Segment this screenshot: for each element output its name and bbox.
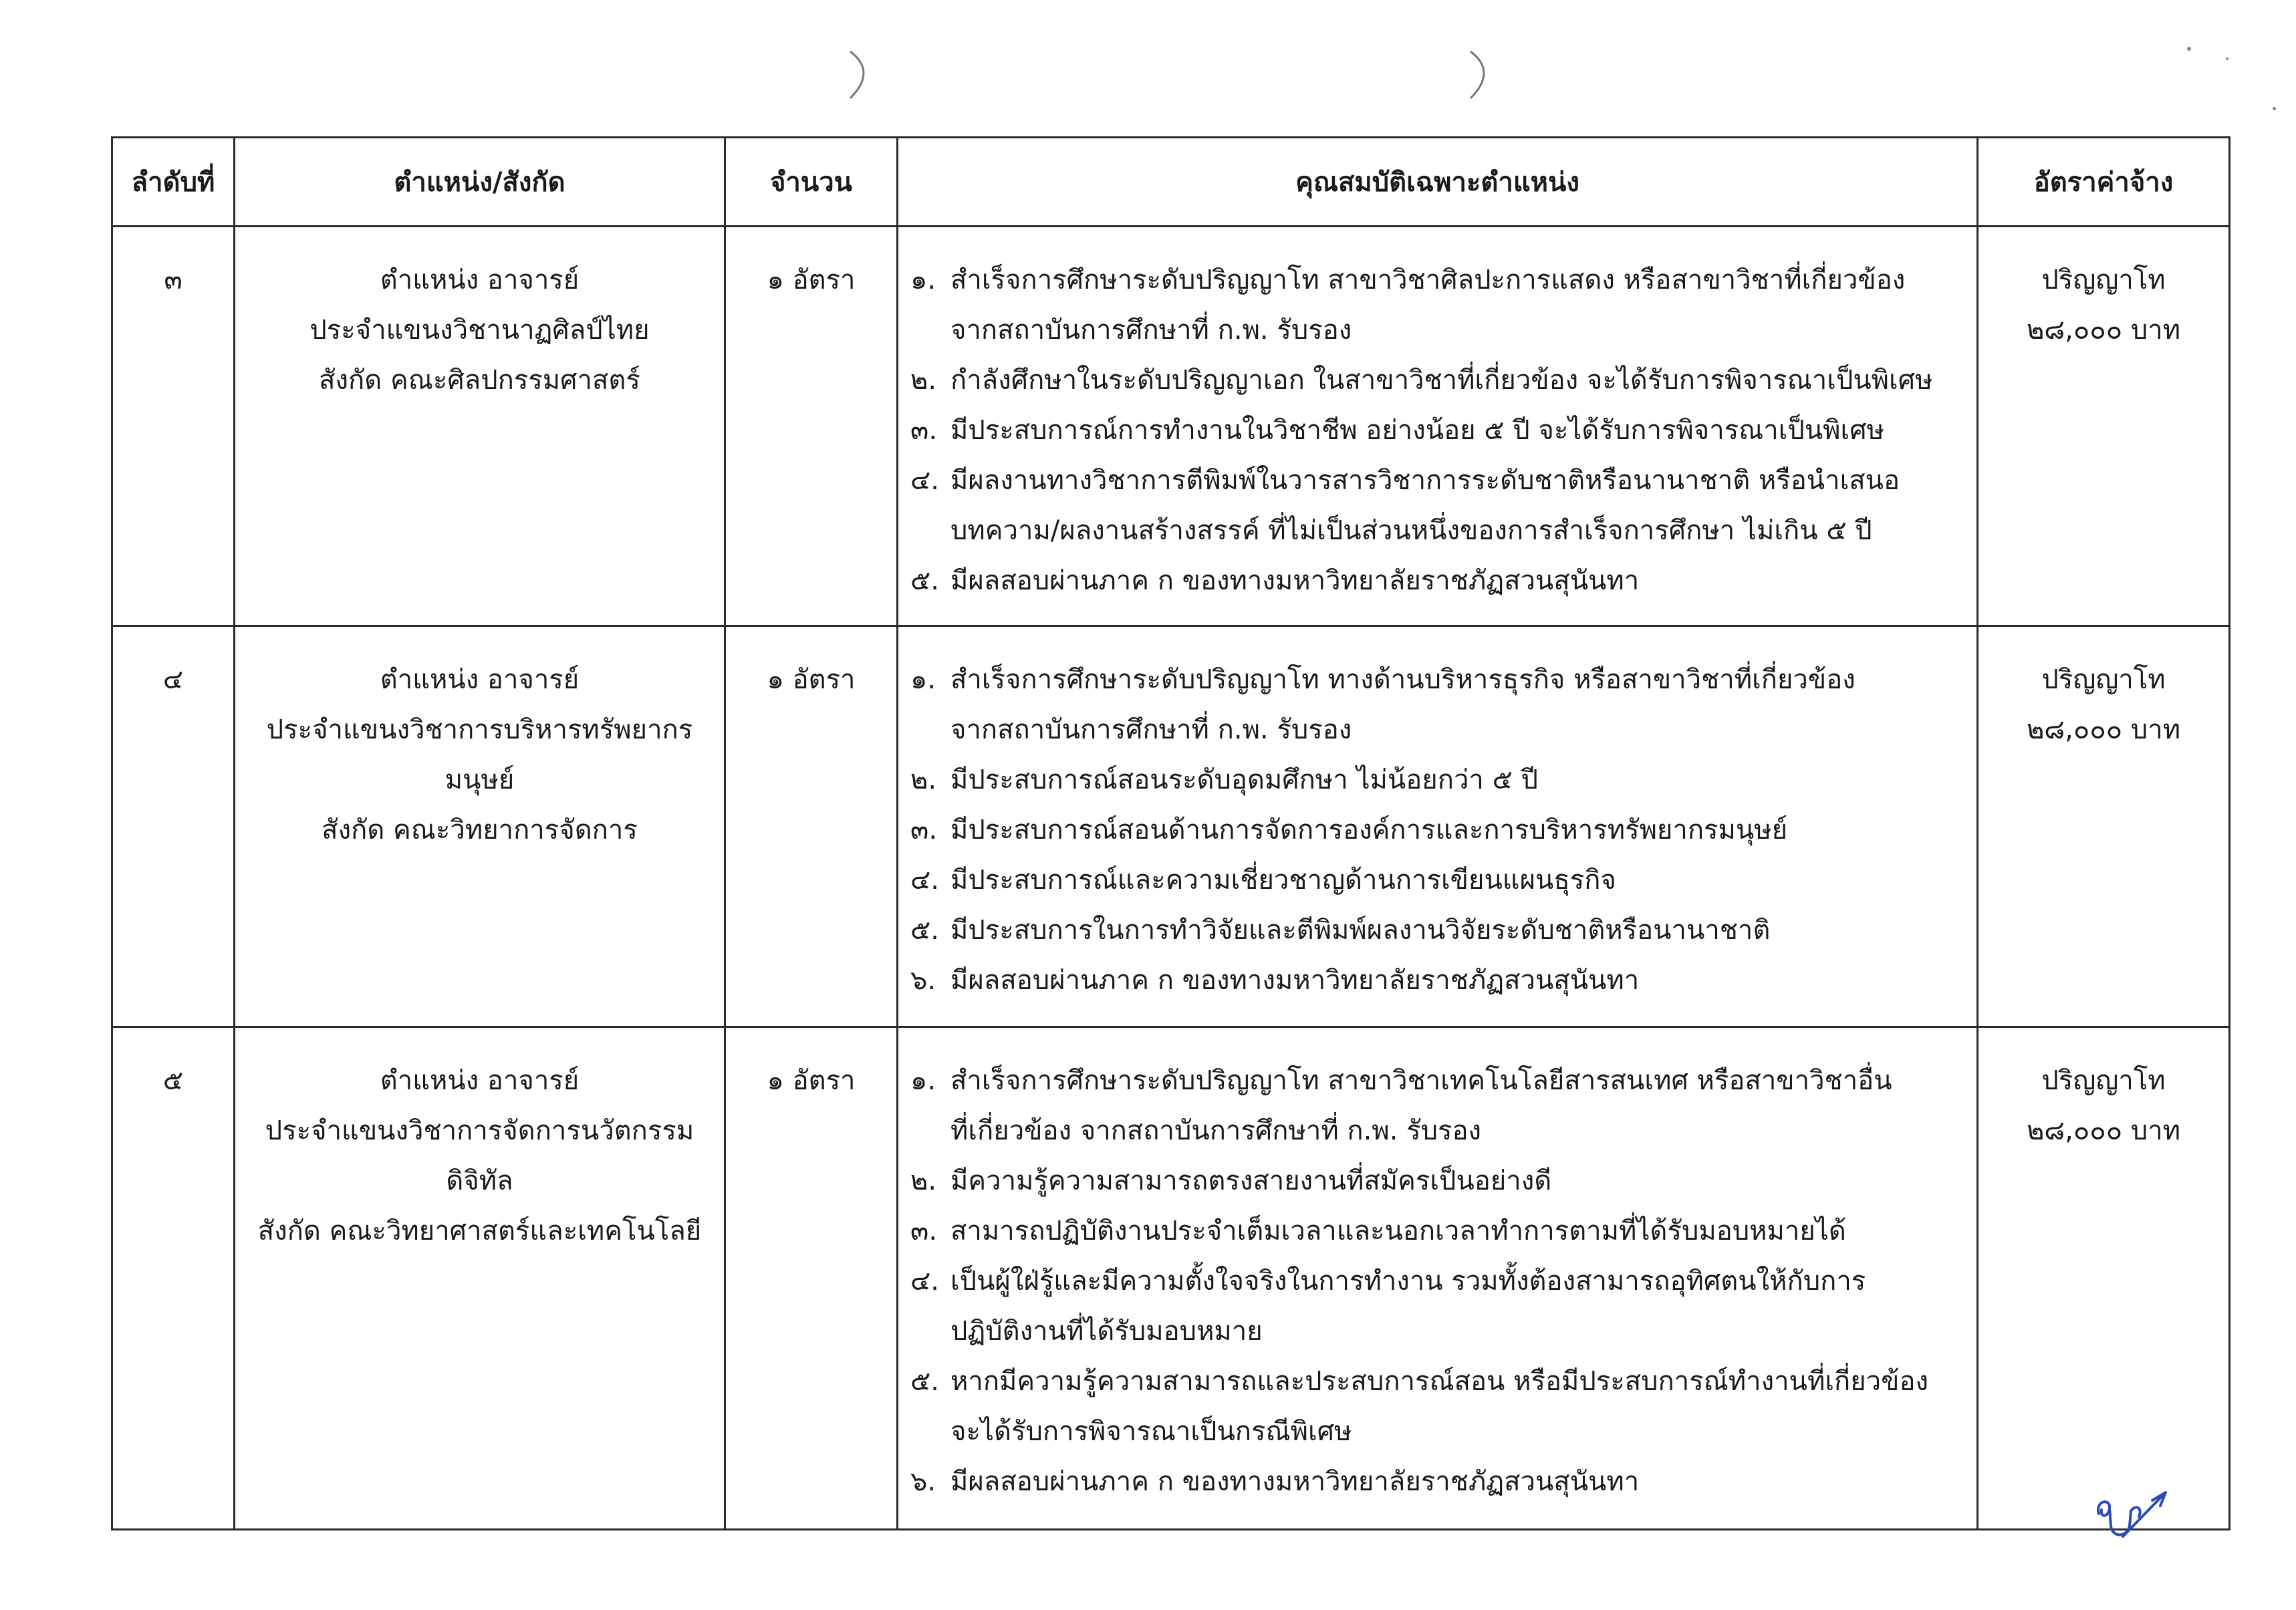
qualification-item [910, 1156, 1964, 1206]
position-faculty: สังกัด คณะศิลปกรรมศาสตร์ [319, 365, 640, 396]
header-position: ตำแหน่ง/สังกัด [235, 138, 725, 227]
quantity-cell: ๑ อัตรา [725, 626, 898, 1027]
qualification-text: มีความรู้ความสามารถตรงสายงานที่สมัครเป็นอย่างดี [950, 1166, 1552, 1196]
qualification-number: ๔. [910, 465, 939, 496]
qualification-item [910, 855, 1964, 906]
punch-hole-mark [837, 48, 884, 102]
qualification-text: มีผลสอบผ่านภาค ก ของทางมหาวิทยาลัยราชภัฏสวนสุนันทา [950, 565, 1640, 596]
qualification-text: สำเร็จการศึกษาระดับปริญญาโท สาขาวิชาศิลปะการแสดง หรือสาขาวิชาที่เกี่ยวข้อง [950, 265, 1906, 295]
qualification-text: มีประสบการณ์สอนระดับอุดมศึกษา ไม่น้อยกว่า ๕ ปี [950, 765, 1538, 795]
punch-hole-mark [1457, 48, 1504, 102]
position-field: ประจำแขนงวิชาการบริหารทรัพยากร [266, 714, 693, 745]
qualification-text-cont: ที่เกี่ยวข้อง จากสถาบันการศึกษาที่ ก.พ. รับรอง [950, 1115, 1482, 1146]
rate-cell [1978, 1027, 2230, 1530]
qualification-item [910, 956, 1964, 1006]
order-number: ๓ [112, 227, 235, 626]
position-title: ตำแหน่ง อาจารย์ [380, 265, 580, 295]
positions-table [111, 136, 2230, 1530]
qualification-text-cont: จากสถาบันการศึกษาที่ ก.พ. รับรอง [950, 714, 1352, 745]
rate-cell [1978, 626, 2230, 1027]
qualifications-cell [898, 227, 1978, 626]
quantity-cell: ๑ อัตรา [725, 1027, 898, 1530]
table-row [112, 1027, 2230, 1530]
qualification-item [910, 1206, 1964, 1256]
qualification-number: ๓. [910, 815, 938, 845]
scan-speck [2187, 47, 2191, 51]
table-row [112, 626, 2230, 1027]
qualification-text: มีประสบการในการทำวิจัยและตีพิมพ์ผลงานวิจัยระดับชาติหรือนานาชาติ [950, 915, 1771, 946]
qualification-number: ๑. [910, 664, 936, 695]
rate-amount: ๒๘,๐๐๐ บาท [2026, 714, 2181, 745]
scan-speck [2273, 107, 2276, 110]
order-number: ๕ [112, 1027, 235, 1530]
position-cell [235, 1027, 725, 1530]
qualification-text: กำลังศึกษาในระดับปริญญาเอก ในสาขาวิชาที่เกี่ยวข้อง จะได้รับการพิจารณาเป็นพิเศษ [950, 365, 1933, 396]
qualification-item [910, 906, 1964, 956]
qualification-text-cont: ปฏิบัติงานที่ได้รับมอบหมาย [950, 1316, 1263, 1347]
position-field: ประจำแขนงวิชานาฏศิลป์ไทย [309, 315, 650, 346]
rate-cell [1978, 227, 2230, 626]
rate-amount: ๒๘,๐๐๐ บาท [2026, 1115, 2181, 1146]
qualification-text: หากมีความรู้ความสามารถและประสบการณ์สอน หรือมีประสบการณ์ทำงานที่เกี่ยวข้อง [950, 1366, 1929, 1397]
order-number: ๔ [112, 626, 235, 1027]
qualification-number: ๕. [910, 565, 939, 596]
qualification-item [910, 356, 1964, 406]
qualification-text: สามารถปฏิบัติงานประจำเต็มเวลาและนอกเวลาทำการตามที่ได้รับมอบหมายได้ [950, 1216, 1846, 1246]
table-row [112, 227, 2230, 626]
qualification-text: มีผลงานทางวิชาการตีพิมพ์ในวารสารวิชาการระดับชาติหรือนานาชาติ หรือนำเสนอ [950, 465, 1900, 496]
qualification-text: เป็นผู้ใฝ่รู้และมีความตั้งใจจริงในการทำงาน รวมทั้งต้องสามารถอุทิศตนให้กับการ [950, 1266, 1866, 1297]
qualification-item [910, 1056, 1964, 1156]
qualification-text: มีประสบการณ์การทำงานในวิชาชีพ อย่างน้อย ๕ ปี จะได้รับการพิจารณาเป็นพิเศษ [950, 415, 1884, 446]
qualification-text: มีผลสอบผ่านภาค ก ของทางมหาวิทยาลัยราชภัฏสวนสุนันทา [950, 965, 1640, 996]
qualification-number: ๖. [910, 1466, 936, 1497]
qualification-text-cont: บทความ/ผลงานสร้างสรรค์ ที่ไม่เป็นส่วนหนึ่งของการสำเร็จการศึกษา ไม่เกิน ๕ ปี [950, 515, 1872, 546]
scan-speck [2226, 57, 2228, 60]
header-quantity: จำนวน [725, 138, 898, 227]
qualification-item [910, 406, 1964, 456]
qualification-text: สำเร็จการศึกษาระดับปริญญาโท สาขาวิชาเทคโนโลยีสารสนเทศ หรือสาขาวิชาอื่น [950, 1065, 1892, 1096]
signature-initials [2085, 1474, 2172, 1547]
qualification-number: ๕. [910, 1366, 939, 1397]
qualification-number: ๔. [910, 1266, 939, 1297]
qualification-text: มีประสบการณ์สอนด้านการจัดการองค์การและการบริหารทรัพยากรมนุษย์ [950, 815, 1788, 845]
qualification-number: ๑. [910, 265, 936, 295]
qualification-number: ๔. [910, 865, 939, 896]
position-field-cont: มนุษย์ [444, 765, 515, 795]
qualification-text: สำเร็จการศึกษาระดับปริญญาโท ทางด้านบริหารธุรกิจ หรือสาขาวิชาที่เกี่ยวข้อง [950, 664, 1856, 695]
qualification-item [910, 255, 1964, 356]
header-rate: อัตราค่าจ้าง [1978, 138, 2230, 227]
qualification-item [910, 755, 1964, 805]
qualification-number: ๓. [910, 1216, 938, 1246]
qualification-item [910, 556, 1964, 606]
qualification-number: ๒. [910, 765, 937, 795]
qualification-item [910, 1457, 1964, 1507]
position-title: ตำแหน่ง อาจารย์ [380, 664, 580, 695]
position-field: ประจำแขนงวิชาการจัดการนวัตกรรม [265, 1115, 694, 1146]
position-field-cont: ดิจิทัล [446, 1166, 513, 1196]
qualifications-cell [898, 626, 1978, 1027]
header-qualifications: คุณสมบัติเฉพาะตำแหน่ง [898, 138, 1978, 227]
qualification-number: ๒. [910, 365, 937, 396]
qualification-text-cont: จะได้รับการพิจารณาเป็นกรณีพิเศษ [950, 1416, 1352, 1447]
qualification-item [910, 1357, 1964, 1457]
rate-degree: ปริญญาโท [2041, 1065, 2166, 1096]
rate-degree: ปริญญาโท [2041, 265, 2166, 295]
table-header-row [112, 138, 2230, 227]
position-cell [235, 626, 725, 1027]
quantity-cell: ๑ อัตรา [725, 227, 898, 626]
qualification-item [910, 805, 1964, 855]
position-title: ตำแหน่ง อาจารย์ [380, 1065, 580, 1096]
header-order: ลำดับที่ [112, 138, 235, 227]
qualification-number: ๓. [910, 415, 938, 446]
position-cell [235, 227, 725, 626]
position-faculty: สังกัด คณะวิทยาศาสตร์และเทคโนโลยี [257, 1216, 702, 1246]
rate-degree: ปริญญาโท [2041, 664, 2166, 695]
qualification-item [910, 456, 1964, 556]
qualification-number: ๒. [910, 1166, 937, 1196]
qualification-number: ๖. [910, 965, 936, 996]
qualification-item [910, 1256, 1964, 1357]
qualifications-cell [898, 1027, 1978, 1530]
position-faculty: สังกัด คณะวิทยาการจัดการ [322, 815, 638, 845]
qualification-text: มีประสบการณ์และความเชี่ยวชาญด้านการเขียนแผนธุรกิจ [950, 865, 1616, 896]
qualification-number: ๕. [910, 915, 939, 946]
qualification-text-cont: จากสถาบันการศึกษาที่ ก.พ. รับรอง [950, 315, 1352, 346]
qualification-text: มีผลสอบผ่านภาค ก ของทางมหาวิทยาลัยราชภัฏสวนสุนันทา [950, 1466, 1640, 1497]
qualification-number: ๑. [910, 1065, 936, 1096]
rate-amount: ๒๘,๐๐๐ บาท [2026, 315, 2181, 346]
qualification-item [910, 655, 1964, 755]
